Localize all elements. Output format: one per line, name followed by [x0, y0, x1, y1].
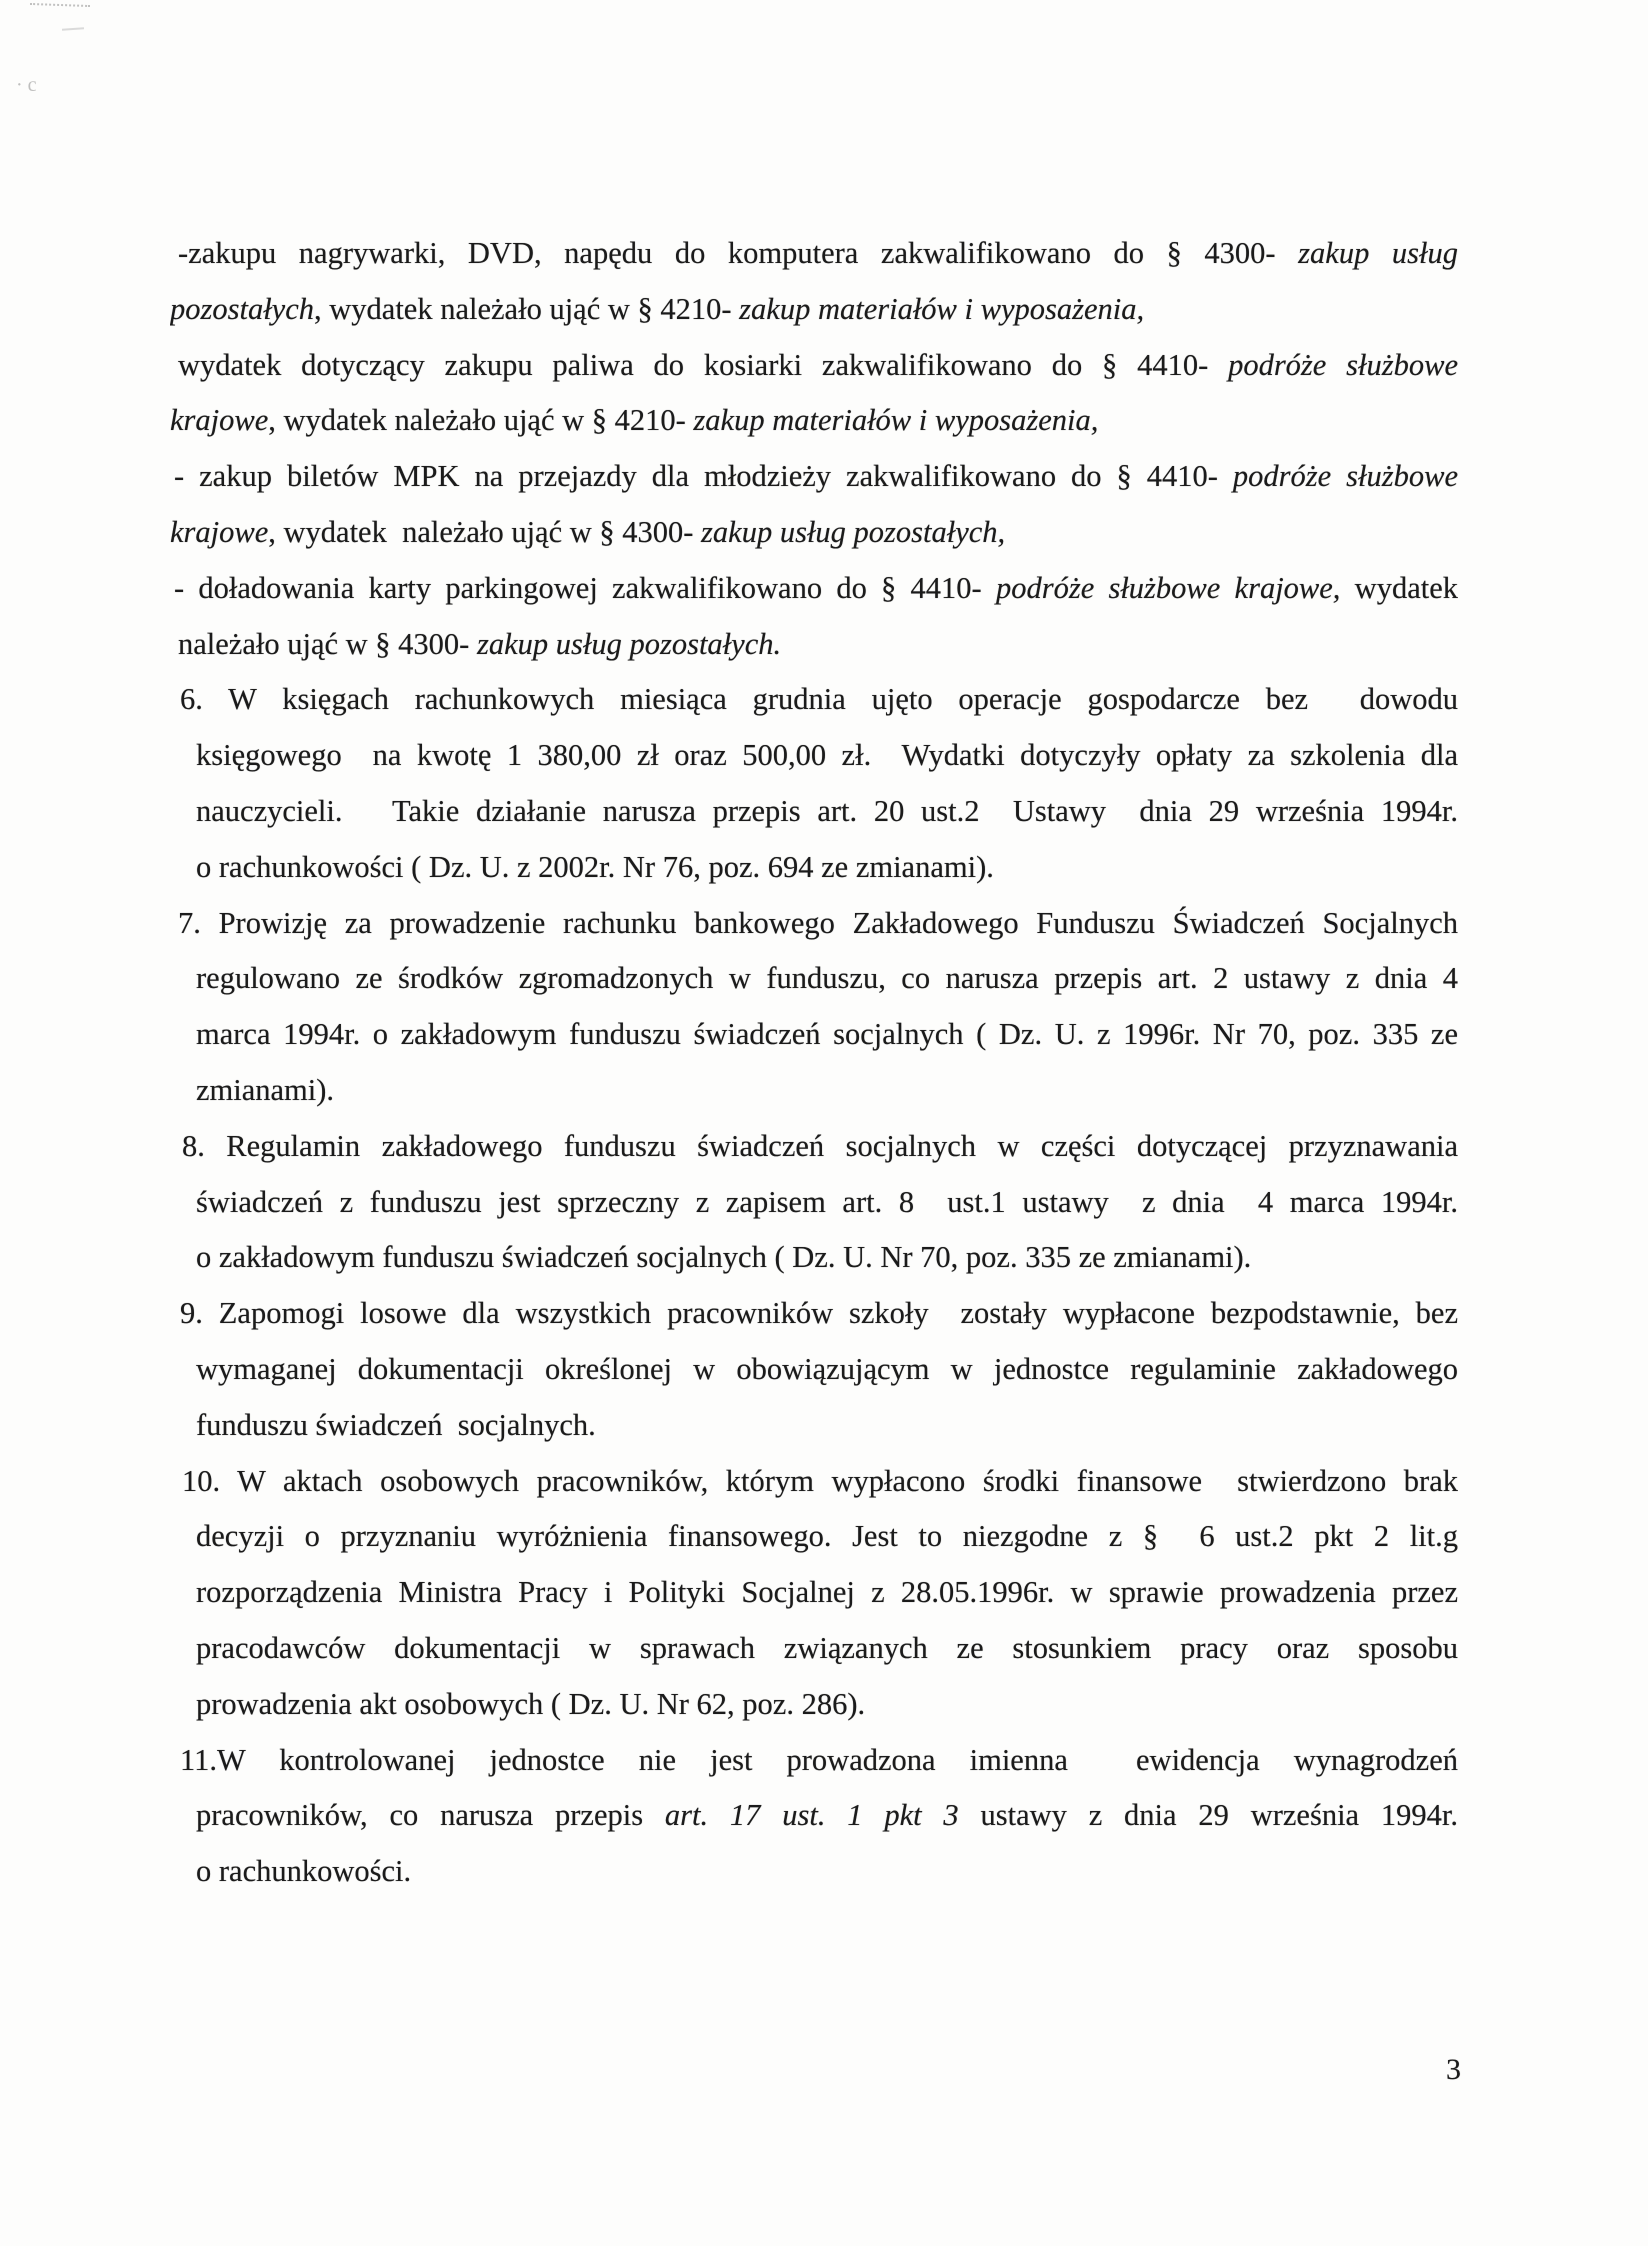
- text-segment-italic: podróże służbowe: [1232, 459, 1458, 494]
- text-segment: 9. Zapomogi losowe dla wszystkich pracowników szkoły zostały wypłacone bezpodstawnie, bez: [180, 1296, 1458, 1331]
- page-number: 3: [1446, 2053, 1461, 2086]
- text-line: [170, 1398, 1458, 1454]
- text-segment: księgowego na kwotę 1 380,00 zł oraz 500,00 zł. Wydatki dotyczyły opłaty za szkolenia dla: [196, 738, 1458, 773]
- text-segment-italic: zakup usług pozostałych.: [476, 626, 782, 661]
- text-segment: ustawy z dnia 29 września 1994r.: [958, 1798, 1458, 1833]
- text-segment-italic: pozostałych: [170, 291, 315, 326]
- text-line: [170, 1509, 1458, 1565]
- text-line: [170, 840, 1458, 896]
- text-segment: 7. Prowizję za prowadzenie rachunku bankowego Zakładowego Funduszu Świadczeń Socjalnych: [178, 905, 1458, 940]
- scan-artifact-dots: [30, 3, 90, 13]
- text-line: [170, 1286, 1458, 1342]
- text-segment-italic: zakup materiałów i wyposażenia,: [693, 403, 1099, 438]
- text-line: [170, 393, 1458, 449]
- text-segment: marca 1994r. o zakładowym funduszu świadczeń socjalnych ( Dz. U. z 1996r. Nr 70, poz. 335 ze: [196, 1017, 1458, 1052]
- text-line: [170, 282, 1458, 338]
- text-line: [170, 1342, 1458, 1398]
- text-segment: - zakup biletów MPK na przejazdy dla młodzieży zakwalifikowano do § 4410-: [174, 459, 1233, 494]
- text-segment: - doładowania karty parkingowej zakwalifikowano do § 4410-: [174, 570, 996, 605]
- text-segment: regulowano ze środków zgromadzonych w funduszu, co narusza przepis art. 2 ustawy z dnia 4: [196, 961, 1458, 996]
- text-line: [170, 1119, 1458, 1175]
- text-segment: pracowników, co narusza przepis: [196, 1798, 665, 1833]
- text-segment-italic: zakup usług pozostałych,: [701, 514, 1006, 549]
- text-line: [170, 449, 1458, 505]
- text-segment-italic: zakup materiałów i wyposażenia,: [739, 291, 1145, 326]
- text-line: [170, 1733, 1458, 1789]
- text-segment: zmianami).: [196, 1072, 335, 1107]
- scan-artifact-mark: · c: [16, 74, 37, 96]
- text-line: [170, 672, 1458, 728]
- text-segment: należało ująć w § 4300-: [178, 626, 477, 661]
- text-segment: wymaganej dokumentacji określonej w obowiązującym w jednostce regulaminie zakładowego: [196, 1351, 1458, 1386]
- scan-artifact-dash: [62, 27, 84, 31]
- text-segment: wydatek: [1340, 570, 1458, 605]
- text-segment: 8. Regulamin zakładowego funduszu świadczeń socjalnych w części dotyczącej przyznawania: [182, 1128, 1458, 1163]
- text-line: [170, 226, 1458, 282]
- text-segment: -zakupu nagrywarki, DVD, napędu do komputera zakwalifikowano do § 4300-: [178, 236, 1299, 270]
- text-segment: prowadzenia akt osobowych ( Dz. U. Nr 62, poz. 286).: [196, 1686, 866, 1721]
- text-line: [170, 505, 1458, 561]
- text-segment: decyzji o przyznaniu wyróżnienia finansowego. Jest to niezgodne z § 6 ust.2 pkt 2 lit.g: [196, 1519, 1458, 1554]
- text-segment: 10. W aktach osobowych pracowników, którym wypłacono środki finansowe stwierdzono brak: [182, 1463, 1458, 1498]
- text-segment: o zakładowym funduszu świadczeń socjalnych ( Dz. U. Nr 70, poz. 335 ze zmianami).: [196, 1240, 1252, 1275]
- text-line: [170, 951, 1458, 1007]
- document-text: [170, 226, 1458, 1900]
- text-segment-italic: krajowe: [170, 514, 269, 549]
- text-segment-italic: podróże służbowe: [1228, 347, 1458, 382]
- text-line: [170, 1621, 1458, 1677]
- text-line: [170, 1007, 1458, 1063]
- text-segment: 11.W kontrolowanej jednostce nie jest prowadzona imienna ewidencja wynagrodzeń: [180, 1742, 1458, 1777]
- text-segment: , wydatek należało ująć w § 4210-: [314, 291, 740, 326]
- text-line: [170, 728, 1458, 784]
- text-line: [170, 1565, 1458, 1621]
- text-segment-italic: art. 17 ust. 1 pkt 3: [664, 1798, 959, 1833]
- text-segment: o rachunkowości.: [196, 1854, 412, 1889]
- text-line: [170, 1677, 1458, 1733]
- text-line: [170, 1454, 1458, 1510]
- text-line: [170, 1063, 1458, 1119]
- text-segment: pracodawców dokumentacji w sprawach związanych ze stosunkiem pracy oraz sposobu: [196, 1630, 1458, 1665]
- text-line: [170, 1175, 1458, 1231]
- text-segment: funduszu świadczeń socjalnych.: [196, 1407, 596, 1442]
- text-segment: rozporządzenia Ministra Pracy i Polityki Socjalnej z 28.05.1996r. w sprawie prowadzenia przez: [196, 1575, 1458, 1610]
- text-segment: o rachunkowości ( Dz. U. z 2002r. Nr 76, poz. 694 ze zmianami).: [196, 849, 994, 884]
- text-segment-italic: podróże służbowe krajowe,: [995, 570, 1341, 605]
- text-line: [170, 1230, 1458, 1286]
- text-line: [170, 617, 1458, 673]
- text-segment-italic: zakup usług: [1298, 236, 1458, 270]
- text-line: [170, 896, 1458, 952]
- text-segment: 6. W księgach rachunkowych miesiąca grudnia ujęto operacje gospodarcze bez dowodu: [180, 682, 1458, 717]
- text-segment: , wydatek należało ująć w § 4300-: [268, 514, 702, 549]
- text-line: [170, 1844, 1458, 1900]
- text-segment-italic: krajowe: [170, 403, 269, 438]
- text-segment: świadczeń z funduszu jest sprzeczny z zapisem art. 8 ust.1 ustawy z dnia 4 marca 1994r.: [196, 1184, 1458, 1219]
- text-line: [170, 561, 1458, 617]
- text-line: [170, 1788, 1458, 1844]
- text-line: [170, 338, 1458, 394]
- text-segment: wydatek dotyczący zakupu paliwa do kosiarki zakwalifikowano do § 4410-: [178, 347, 1229, 382]
- text-line: [170, 784, 1458, 840]
- text-segment: , wydatek należało ująć w § 4210-: [268, 403, 694, 438]
- text-segment: nauczycieli. Takie działanie narusza przepis art. 20 ust.2 Ustawy dnia 29 września 1994r.: [196, 793, 1458, 828]
